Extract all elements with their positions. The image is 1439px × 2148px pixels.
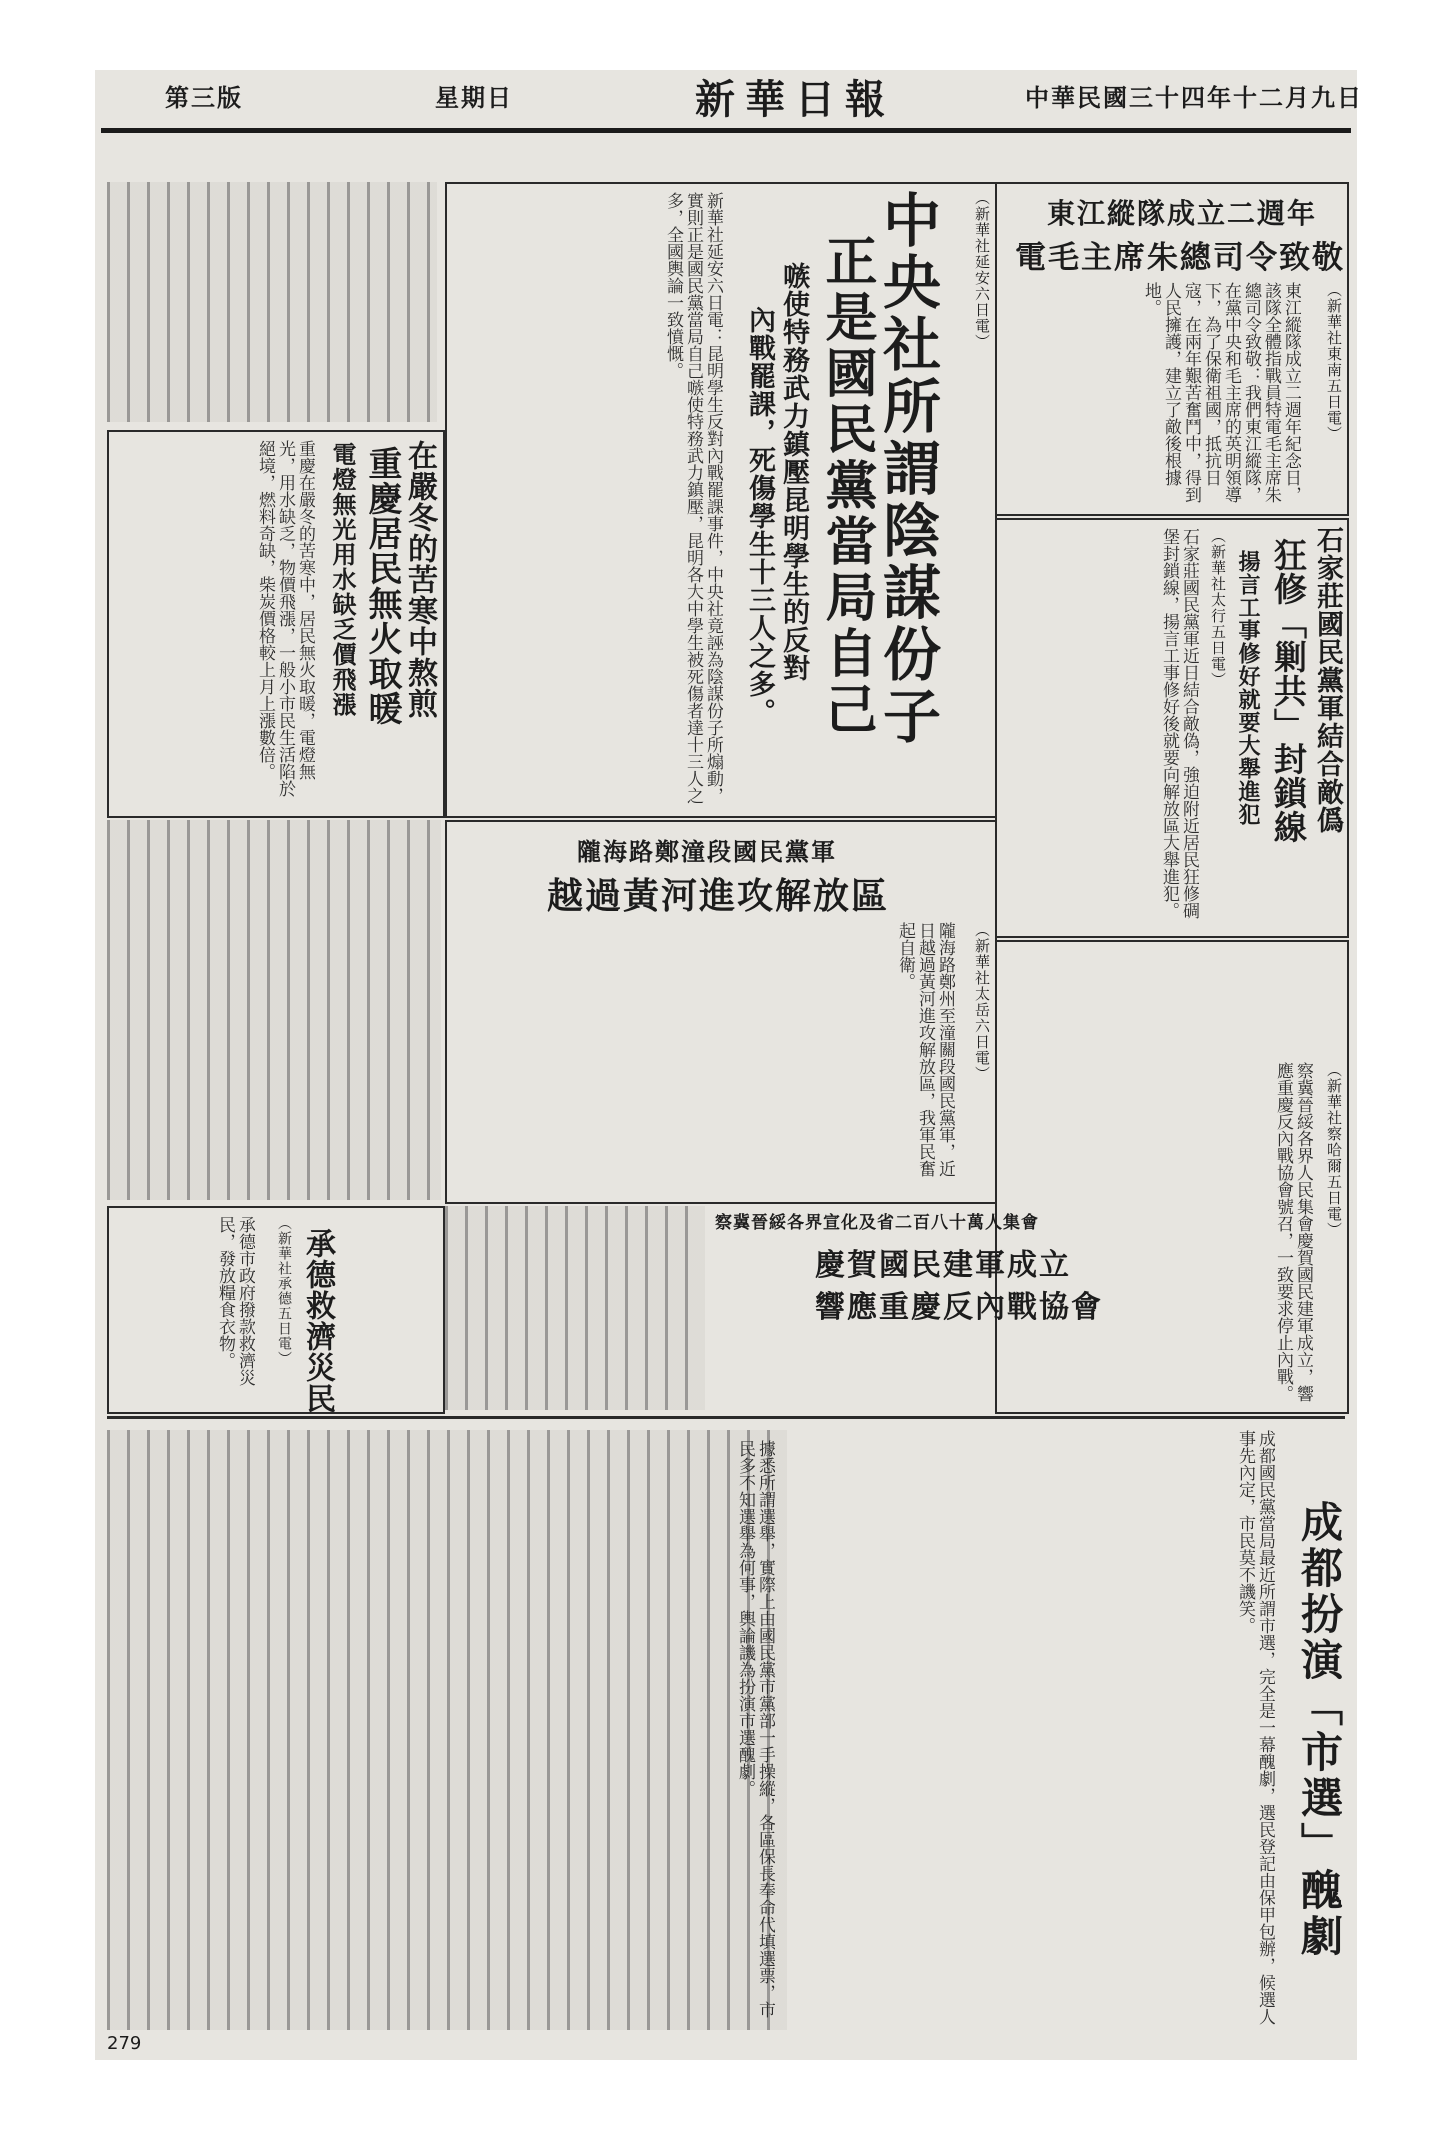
longhai-article xyxy=(445,820,997,1204)
chongqing-subheadline: 電燈無光用水缺乏價飛漲 xyxy=(328,442,357,717)
kunming-dateline: （新華社延安六日電） xyxy=(973,190,991,350)
celebration-headline-2: 慶賀國民建軍成立 xyxy=(815,1248,1071,1283)
celebration-headline-3: 響應重慶反內戰協會 xyxy=(815,1290,1103,1325)
header-rule xyxy=(101,128,1351,133)
chengdu-body-text: 成都國民黨當局最近所謂市選，完全是一幕醜劇，選民登記由保甲包辦，候選人事先內定，市民莫不譏笑。 xyxy=(1235,1430,1275,2025)
page-number: 279 xyxy=(107,2033,142,2054)
chongqing-article xyxy=(107,430,445,818)
page-label: 第三版 xyxy=(165,83,243,112)
celebration-body xyxy=(1003,1062,1313,1402)
kunming-article xyxy=(445,182,997,818)
chengdu-continued-text: 據悉所謂選舉，實際上由國民黨市黨部一手操縱，各區保長奉命代填選票，市民多不知選舉為何事，輿論譏為扮演市選醜劇。 xyxy=(735,1440,775,2018)
longhai-headline: 隴海路鄭潼段國民黨軍 xyxy=(577,837,837,866)
longhai-body xyxy=(455,922,955,1192)
issue-date: 中華民國三十四年十二月九日 xyxy=(1025,83,1363,112)
chengdu-headline: 成都扮演「市選」醜劇 xyxy=(1295,1500,1344,1960)
kunming-headline: 中央社所謂陰謀份子 xyxy=(873,190,941,748)
shijiazhuang-body xyxy=(1003,528,1199,926)
newspaper-page xyxy=(95,70,1363,2060)
chengdu-continued-body xyxy=(115,1440,775,2020)
shijiazhuang-headline-2: 狂修「剿共」封鎖線 xyxy=(1269,538,1308,844)
celebration-dateline: （新華社察哈爾五日電） xyxy=(1325,1062,1343,1238)
kunming-subheadline-2: 內戰罷課，死傷學生十三人之多。 xyxy=(744,306,775,726)
shijiazhuang-subheadline: 揚言工事修好就要大舉進犯 xyxy=(1235,550,1261,826)
shijiazhuang-headline: 石家莊國民黨軍結合敵僞 xyxy=(1312,526,1343,834)
chongqing-continued-text xyxy=(107,820,441,1200)
chengde-dateline: （新華社承德五日電） xyxy=(276,1216,292,1366)
kunming-body xyxy=(455,192,723,806)
chengde-body xyxy=(115,1216,255,1404)
dongjiang-body xyxy=(1005,282,1301,504)
chongqing-headline: 在嚴冬的苦寒中熬煎 xyxy=(402,440,437,719)
dongjiang-dateline: （新華社東南五日電） xyxy=(1325,282,1343,442)
chengdu-body xyxy=(795,1430,1275,2030)
chengde-headline: 承德救濟災民 xyxy=(300,1228,335,1414)
dongjiang-article xyxy=(995,182,1349,516)
kunming-body-text: 新華社延安六日電：昆明學生反對內戰罷課事件，中央社竟誣為陰謀份子所煽動，實則正是國民黨當局自己嗾使特務武力鎮壓，昆明各大中學生被死傷者達十三人之多，全國輿論一致憤慨。 xyxy=(663,192,723,804)
chongqing-headline-2: 重慶居民無火取暖 xyxy=(362,446,402,726)
celebration-body-text: 察冀晉綏各界人民集會慶賀國民建軍成立，響應重慶反內戰協會號召，一致要求停止內戰。 xyxy=(1273,1062,1313,1402)
longhai-body-text: 隴海路鄭州至潼關段國民黨軍，近日越過黃河進攻解放區，我軍民奮起自衛。 xyxy=(895,922,955,1177)
left-column-text-block xyxy=(107,182,437,422)
chengde-body-text: 承德市政府撥款救濟災民，發放糧食衣物。 xyxy=(215,1216,255,1386)
kunming-subheadline: 嗾使特務武力鎮壓昆明學生的反對 xyxy=(778,262,809,682)
shijiazhuang-article xyxy=(995,518,1349,938)
chengde-article xyxy=(107,1206,445,1414)
celebration-headline: 察冀晉綏各界宣化及省二百八十萬人集會 xyxy=(715,1213,1039,1233)
kunming-headline-2: 正是國民黨當局自己 xyxy=(816,234,877,738)
weekday: 星期日 xyxy=(435,83,513,112)
longhai-headline-2: 越過黃河進攻解放區 xyxy=(547,875,890,917)
dongjiang-headline-2: 電毛主席朱總司令致敬 xyxy=(1015,240,1345,276)
middle-continued-text xyxy=(445,1206,705,1410)
shijiazhuang-dateline: （新華社太行五日電） xyxy=(1209,528,1227,688)
masthead: 新華日報 xyxy=(695,76,895,123)
chongqing-body xyxy=(115,440,315,806)
celebration-article xyxy=(995,940,1349,1414)
dongjiang-headline: 東江縱隊成立二週年 xyxy=(1047,197,1318,230)
dongjiang-body-text: 東江縱隊成立二週年紀念日，該隊全體指戰員特電毛主席朱總司令致敬：我們東江縱隊，在黨中央和毛主席的英明領導下，為了保衛祖國，抵抗日寇，在兩年艱苦奮鬥中，得到人民擁護，建立了敵後根據地。 xyxy=(1141,282,1301,503)
chongqing-body-text: 重慶在嚴冬的苦寒中，居民無火取暖，電燈無光，用水缺乏，物價飛漲，一般小市民生活陷於絕境，燃料奇缺，柴炭價格較上月上漲數倍。 xyxy=(255,440,315,797)
section-divider xyxy=(107,1416,1345,1419)
shijiazhuang-body-text: 石家莊國民黨軍近日結合敵偽，強迫附近居民狂修碉堡封鎖線，揚言工事修好後就要向解放區大舉進犯。 xyxy=(1159,528,1199,919)
longhai-dateline: （新華社太岳六日電） xyxy=(973,922,991,1082)
